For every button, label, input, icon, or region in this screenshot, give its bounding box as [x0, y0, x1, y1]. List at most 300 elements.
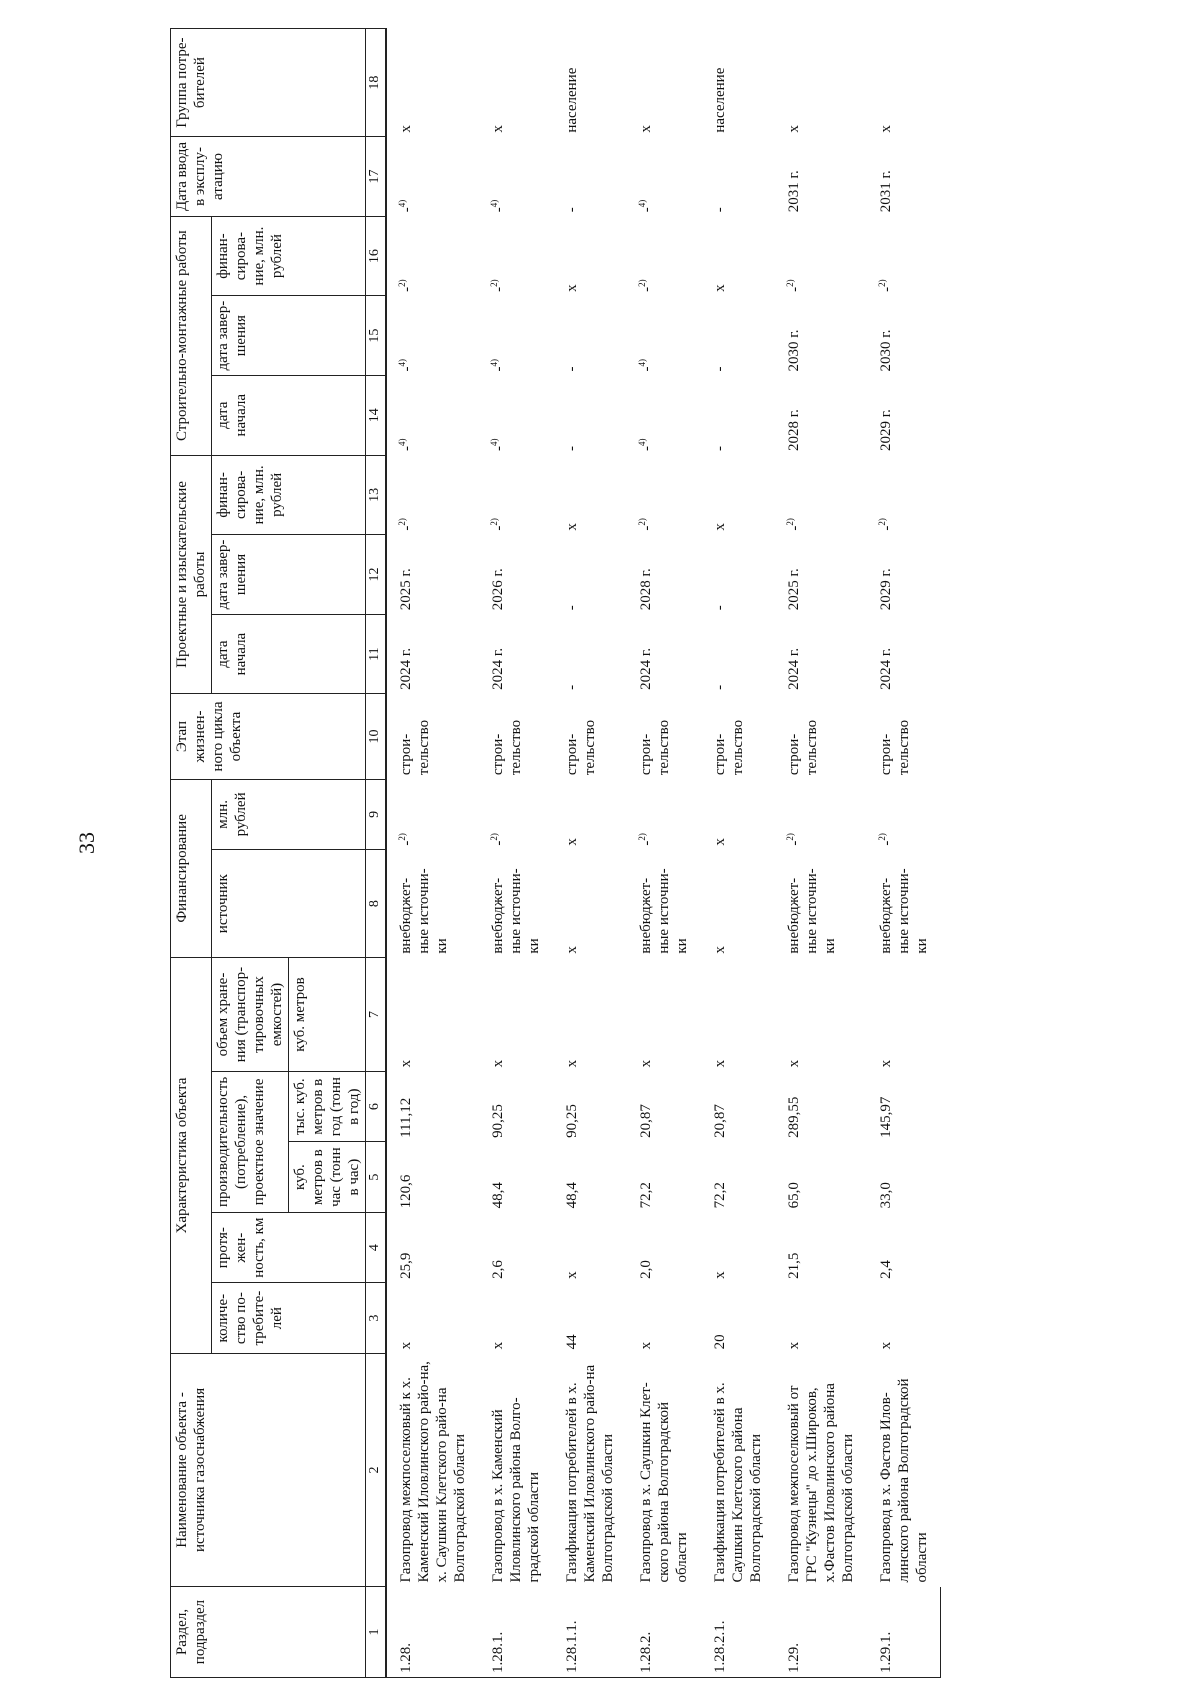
table-body	[386, 29, 941, 1678]
cell-text: -	[398, 366, 415, 372]
cell-col-14	[775, 375, 867, 455]
cell-text: население	[711, 67, 728, 133]
footnote-marker: 4)	[488, 358, 499, 367]
cell-text: -	[490, 366, 507, 372]
cell-col-12	[701, 535, 775, 615]
cell-text: внебюджет-ные источни-ки	[637, 868, 690, 954]
cell-text: -	[786, 286, 803, 292]
cell-col-5	[627, 1142, 701, 1213]
cell-text: -	[398, 286, 415, 292]
cell-text: 1.28.1.	[489, 1631, 506, 1673]
cell-text: -	[398, 840, 415, 846]
cell-col-11	[553, 614, 627, 694]
cell-col-5	[386, 1142, 479, 1213]
cell-text: х	[489, 1341, 506, 1350]
cell-text: 2,0	[637, 1260, 654, 1279]
cell-col-12	[386, 535, 479, 615]
column-number: 14	[366, 375, 386, 455]
cell-col-2	[479, 1353, 553, 1586]
cell-col-18	[867, 29, 941, 137]
cell-col-16	[479, 216, 553, 296]
header-financing: Финансирование	[171, 779, 212, 958]
column-number: 6	[366, 1071, 386, 1142]
column-numbers-row	[366, 29, 386, 1678]
footnote-marker: 2)	[876, 833, 887, 841]
cell-text: 1.29.1.	[877, 1631, 894, 1673]
cell-text: х	[489, 125, 506, 133]
cell-col-3	[553, 1283, 627, 1354]
cell-col-11	[627, 614, 701, 694]
table-row	[867, 29, 941, 1678]
cell-text: -	[563, 207, 580, 213]
column-number: 8	[366, 850, 386, 958]
cell-col-8	[627, 850, 701, 958]
footnote-marker: 2)	[784, 279, 795, 287]
cell-col-12	[553, 535, 627, 615]
header-group: Группа потре-бителей	[171, 29, 366, 137]
cell-text: -	[711, 446, 728, 452]
cell-text: -	[490, 840, 507, 846]
footnote-marker: 2)	[488, 518, 499, 526]
cell-col-6	[627, 1071, 701, 1142]
cell-text: Газопровод межпоселковый от ГРС "Кузнецы" до х.Широков, х.Фастов Иловлинского района Волгоградской области	[785, 1383, 856, 1583]
cell-col-17	[479, 137, 553, 217]
cell-col-5	[867, 1142, 941, 1213]
column-number: 18	[366, 29, 386, 137]
cell-text: 72,2	[637, 1182, 654, 1209]
header-commissioning: Дата ввода в эксплу-атацию	[171, 137, 366, 217]
column-number: 16	[366, 216, 386, 296]
cell-col-18	[775, 29, 867, 137]
table-row	[627, 29, 701, 1678]
cell-text: -	[711, 605, 728, 611]
header-design-fin: финан-сирова-ние, млн. рублей	[212, 455, 366, 535]
cell-text: 289,55	[785, 1096, 802, 1138]
cell-text: -	[638, 840, 655, 846]
column-number: 7	[366, 958, 386, 1072]
cell-col-5	[775, 1142, 867, 1213]
cell-text: 72,2	[711, 1182, 728, 1209]
footnote-marker: 4)	[636, 438, 647, 447]
cell-text: х	[563, 523, 580, 531]
cell-col-3	[867, 1283, 941, 1354]
table-row	[479, 29, 553, 1678]
cell-text: -	[398, 525, 415, 531]
cell-text: строи-тельство	[711, 719, 746, 776]
cell-text: 20,87	[637, 1104, 654, 1138]
cell-col-11	[386, 614, 479, 694]
cell-text: х	[397, 125, 414, 133]
cell-col-15	[479, 296, 553, 376]
cell-col-8	[386, 850, 479, 958]
cell-text: Газопровод межпоселковый к х. Каменский Иловлинского райо-на, х. Саушкин Клетского райо-на Волгоградской области	[397, 1361, 468, 1583]
cell-text: 2026 г.	[489, 568, 506, 611]
cell-col-12	[479, 535, 553, 615]
cell-text: х	[563, 1271, 580, 1279]
cell-col-1	[479, 1587, 553, 1678]
cell-text: строи-тельство	[637, 719, 672, 776]
cell-col-10	[867, 694, 941, 779]
cell-text: 2024 г.	[397, 647, 414, 690]
cell-text: х	[397, 1341, 414, 1350]
cell-text: 90,25	[563, 1104, 580, 1138]
column-number: 5	[366, 1142, 386, 1213]
header-storage: объем хране-ния (транспор-тировочных емкостей)	[212, 958, 289, 1072]
cell-text: х	[711, 284, 728, 292]
cell-text: 65,0	[785, 1182, 802, 1209]
cell-col-8	[867, 850, 941, 958]
cell-col-11	[479, 614, 553, 694]
footnote-marker: 2)	[396, 518, 407, 526]
cell-text: -	[711, 207, 728, 213]
cell-text: 2024 г.	[877, 647, 894, 690]
header-construction-end: дата завер-шения	[212, 296, 366, 376]
cell-text: х	[877, 1341, 894, 1350]
footnote-marker: 2)	[488, 279, 499, 287]
cell-text: внебюджет-ные источни-ки	[397, 868, 450, 954]
header-design: Проектные и изыскательские работы	[171, 455, 212, 694]
cell-text: х	[711, 523, 728, 531]
cell-col-6	[775, 1071, 867, 1142]
cell-col-13	[627, 455, 701, 535]
cell-text: 2024 г.	[785, 647, 802, 690]
cell-text: 20	[711, 1334, 728, 1350]
footnote-marker: 4)	[488, 438, 499, 447]
cell-text: внебюджет-ные источни-ки	[877, 868, 930, 954]
cell-text: 48,4	[489, 1182, 506, 1209]
cell-text: -	[638, 366, 655, 372]
cell-col-17	[627, 137, 701, 217]
cell-text: х	[637, 1341, 654, 1350]
cell-col-6	[701, 1071, 775, 1142]
column-number: 2	[366, 1353, 386, 1586]
cell-col-2	[701, 1353, 775, 1586]
cell-col-18	[627, 29, 701, 137]
header-source: источник	[212, 850, 366, 958]
cell-text: х	[711, 1271, 728, 1279]
cell-text: 2030 г.	[785, 329, 802, 372]
cell-col-5	[701, 1142, 775, 1213]
header-capacity-year: тыс. куб. метров в год (тонн в год)	[289, 1071, 366, 1142]
cell-col-1	[627, 1587, 701, 1678]
cell-text: Газопровод в х. Каменский Иловлинского района Волго-градской области	[489, 1397, 542, 1583]
header-lifecycle: Этап жизнен-ного цикла объекта	[171, 694, 366, 779]
gas-supply-table	[170, 28, 941, 1678]
cell-text: строи-тельство	[397, 719, 432, 776]
cell-text: 20,87	[711, 1104, 728, 1138]
cell-col-2	[627, 1353, 701, 1586]
cell-text: -	[563, 366, 580, 372]
cell-col-17	[867, 137, 941, 217]
page-number: 33	[74, 832, 99, 854]
cell-col-7	[553, 958, 627, 1072]
cell-text: 2028 г.	[637, 568, 654, 611]
cell-text: -	[786, 525, 803, 531]
cell-text: 2025 г.	[397, 568, 414, 611]
cell-col-15	[701, 296, 775, 376]
cell-text: 21,5	[785, 1252, 802, 1279]
cell-col-15	[386, 296, 479, 376]
footnote-marker: 2)	[636, 279, 647, 287]
cell-text: х	[711, 1059, 728, 1068]
cell-text: -	[563, 605, 580, 611]
footnote-marker: 2)	[488, 833, 499, 841]
cell-col-7	[479, 958, 553, 1072]
footnote-marker: 2)	[876, 279, 887, 287]
header-storage-unit: куб. метров	[289, 958, 366, 1072]
cell-col-18	[386, 29, 479, 137]
cell-col-12	[775, 535, 867, 615]
cell-col-3	[775, 1283, 867, 1354]
cell-text: -	[878, 525, 895, 531]
cell-text: х	[637, 1059, 654, 1068]
cell-col-2	[775, 1353, 867, 1586]
cell-col-5	[479, 1142, 553, 1213]
cell-col-6	[553, 1071, 627, 1142]
cell-text: х	[397, 1059, 414, 1068]
header-construction: Строительно-монтажные работы	[171, 216, 212, 455]
cell-col-9	[627, 779, 701, 850]
cell-col-17	[775, 137, 867, 217]
cell-text: -	[563, 446, 580, 452]
cell-text: 44	[563, 1334, 580, 1350]
cell-text: -	[398, 446, 415, 452]
footnote-marker: 2)	[636, 833, 647, 841]
cell-col-13	[553, 455, 627, 535]
cell-text: 25,9	[397, 1252, 414, 1279]
cell-col-11	[701, 614, 775, 694]
cell-text: 2028 г.	[785, 409, 802, 452]
cell-text: 1.28.	[397, 1643, 414, 1673]
cell-text: 1.29.	[785, 1643, 802, 1673]
cell-text: х	[785, 1059, 802, 1068]
cell-text: 1.28.1.1.	[563, 1620, 580, 1673]
cell-text: Газопровод в х. Саушкин Клет-ского района Волгоградской области	[637, 1382, 690, 1583]
cell-text: -	[638, 446, 655, 452]
footnote-marker: 4)	[396, 358, 407, 367]
cell-text: -	[490, 207, 507, 213]
cell-text: внебюджет-ные источни-ки	[785, 868, 838, 954]
cell-text: -	[638, 286, 655, 292]
cell-col-4	[627, 1212, 701, 1283]
cell-text: 2,6	[489, 1260, 506, 1279]
cell-col-16	[701, 216, 775, 296]
footnote-marker: 2)	[784, 518, 795, 526]
cell-col-3	[479, 1283, 553, 1354]
cell-col-8	[701, 850, 775, 958]
cell-text: 1.28.2.	[637, 1631, 654, 1673]
cell-col-15	[627, 296, 701, 376]
cell-text: строи-тельство	[563, 719, 598, 776]
cell-col-12	[627, 535, 701, 615]
cell-text: -	[490, 525, 507, 531]
cell-col-11	[867, 614, 941, 694]
table-row	[775, 29, 867, 1678]
header-characteristic: Характеристика объекта	[171, 958, 212, 1354]
cell-col-6	[479, 1071, 553, 1142]
table-row	[553, 29, 627, 1678]
cell-col-3	[627, 1283, 701, 1354]
cell-col-18	[701, 29, 775, 137]
cell-text: х	[563, 838, 580, 846]
cell-text: -	[878, 840, 895, 846]
column-number: 12	[366, 535, 386, 615]
cell-col-1	[701, 1587, 775, 1678]
cell-col-10	[386, 694, 479, 779]
column-number: 4	[366, 1212, 386, 1283]
cell-text: 1.28.2.1.	[711, 1620, 728, 1673]
cell-col-4	[701, 1212, 775, 1283]
cell-text: -	[878, 286, 895, 292]
cell-col-15	[553, 296, 627, 376]
cell-text: 120,6	[397, 1174, 414, 1209]
cell-text: Газопровод в х. Фастов Илов-линского района Волгоградской области	[877, 1378, 930, 1583]
cell-text: Газификация потребителей в х. Каменский Иловлинского райо-на Волгоградской области	[563, 1364, 616, 1583]
cell-col-10	[627, 694, 701, 779]
header-mln-rub: млн. рублей	[212, 779, 366, 850]
cell-col-8	[553, 850, 627, 958]
cell-col-9	[867, 779, 941, 850]
cell-col-10	[479, 694, 553, 779]
cell-col-18	[479, 29, 553, 137]
cell-text: 33,0	[877, 1182, 894, 1209]
cell-text: 2,4	[877, 1260, 894, 1279]
cell-text: 2024 г.	[637, 647, 654, 690]
cell-col-1	[775, 1587, 867, 1678]
header-construction-fin: финан-сирова-ние, млн. рублей	[212, 216, 366, 296]
footnote-marker: 2)	[876, 518, 887, 526]
cell-text: -	[786, 840, 803, 846]
cell-col-16	[553, 216, 627, 296]
cell-col-4	[867, 1212, 941, 1283]
cell-text: х	[563, 284, 580, 292]
cell-col-6	[867, 1071, 941, 1142]
header-consumers-count: количе-ство по-требите-лей	[212, 1283, 366, 1354]
cell-col-9	[553, 779, 627, 850]
cell-text: -	[711, 366, 728, 372]
column-number: 15	[366, 296, 386, 376]
cell-col-2	[386, 1353, 479, 1586]
cell-col-13	[386, 455, 479, 535]
cell-col-2	[553, 1353, 627, 1586]
cell-text: 2025 г.	[785, 568, 802, 611]
column-number: 9	[366, 779, 386, 850]
cell-col-14	[867, 375, 941, 455]
cell-text: х	[563, 1059, 580, 1068]
cell-col-2	[867, 1353, 941, 1586]
column-number: 10	[366, 694, 386, 779]
footnote-marker: 2)	[784, 833, 795, 841]
cell-text: х	[877, 125, 894, 133]
cell-text: 90,25	[489, 1104, 506, 1138]
cell-text: население	[563, 67, 580, 133]
cell-col-4	[479, 1212, 553, 1283]
cell-text: х	[637, 125, 654, 133]
column-number: 13	[366, 455, 386, 535]
cell-col-17	[701, 137, 775, 217]
cell-col-6	[386, 1071, 479, 1142]
cell-col-14	[479, 375, 553, 455]
cell-col-7	[867, 958, 941, 1072]
cell-col-9	[775, 779, 867, 850]
header-capacity-hour: куб. метров в час (тонн в час)	[289, 1142, 366, 1213]
cell-text: 48,4	[563, 1182, 580, 1209]
cell-col-4	[386, 1212, 479, 1283]
cell-col-17	[386, 137, 479, 217]
cell-text: 2030 г.	[877, 329, 894, 372]
cell-col-9	[479, 779, 553, 850]
cell-text: внебюджет-ные источни-ки	[489, 868, 542, 954]
cell-text: 145,97	[877, 1096, 894, 1138]
cell-col-1	[386, 1587, 479, 1678]
cell-col-14	[701, 375, 775, 455]
header-design-start: дата начала	[212, 614, 366, 694]
cell-col-17	[553, 137, 627, 217]
cell-col-4	[775, 1212, 867, 1283]
cell-text: -	[563, 684, 580, 690]
header-section: Раздел, подраздел	[171, 1587, 366, 1678]
footnote-marker: 4)	[396, 438, 407, 447]
cell-col-10	[553, 694, 627, 779]
cell-text: строи-тельство	[785, 719, 820, 776]
cell-col-8	[775, 850, 867, 958]
cell-col-3	[701, 1283, 775, 1354]
footnote-marker: 2)	[396, 279, 407, 287]
cell-col-1	[867, 1587, 941, 1678]
cell-col-3	[386, 1283, 479, 1354]
column-number: 1	[366, 1587, 386, 1678]
cell-col-14	[386, 375, 479, 455]
cell-col-14	[627, 375, 701, 455]
cell-text: -	[638, 207, 655, 213]
column-number: 3	[366, 1283, 386, 1354]
cell-text: х	[877, 1059, 894, 1068]
cell-col-5	[553, 1142, 627, 1213]
cell-col-7	[627, 958, 701, 1072]
cell-col-7	[701, 958, 775, 1072]
footnote-marker: 2)	[636, 518, 647, 526]
cell-text: х	[563, 946, 580, 954]
cell-col-10	[775, 694, 867, 779]
cell-text: -	[398, 207, 415, 213]
header-design-end: дата завер-шения	[212, 535, 366, 615]
cell-col-11	[775, 614, 867, 694]
table-row	[701, 29, 775, 1678]
cell-text: х	[785, 125, 802, 133]
cell-text: 2031 г.	[785, 170, 802, 213]
cell-text: 2024 г.	[489, 647, 506, 690]
cell-col-13	[775, 455, 867, 535]
cell-col-4	[553, 1212, 627, 1283]
cell-text: х	[489, 1059, 506, 1068]
cell-text: -	[638, 525, 655, 531]
column-number: 17	[366, 137, 386, 217]
cell-col-1	[553, 1587, 627, 1678]
cell-col-14	[553, 375, 627, 455]
cell-text: х	[785, 1341, 802, 1350]
header-construction-start: дата начала	[212, 375, 366, 455]
cell-col-10	[701, 694, 775, 779]
cell-text: строи-тельство	[877, 719, 912, 776]
cell-text: Газификация потребителей в х. Саушкин Клетского района Волгоградской области	[711, 1382, 764, 1583]
cell-text: строи-тельство	[489, 719, 524, 776]
cell-col-9	[701, 779, 775, 850]
footnote-marker: 4)	[636, 199, 647, 208]
cell-col-16	[386, 216, 479, 296]
cell-text: -	[490, 286, 507, 292]
cell-col-16	[867, 216, 941, 296]
header-name: Наименование объекта - источника газоснабжения	[171, 1353, 366, 1586]
